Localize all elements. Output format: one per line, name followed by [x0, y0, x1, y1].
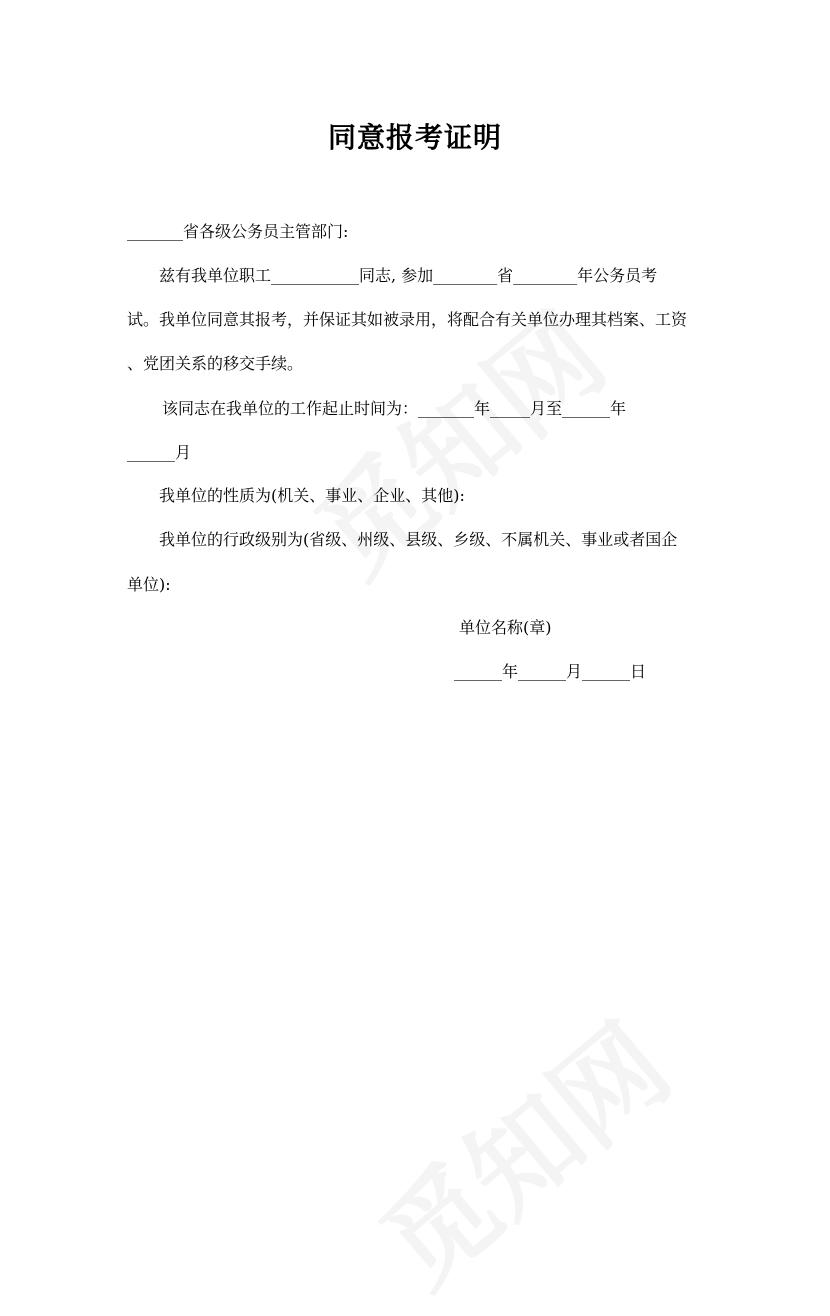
admin-level-line-1: 我单位的行政级别为(省级、州级、县级、乡级、不属机关、事业或者国企 [159, 530, 678, 549]
admin-level-line-2: 单位): [127, 575, 171, 594]
body-line-2: 试。我单位同意其报考，并保证其如被录用，将配合有关单位办理其档案、工资 [127, 310, 688, 329]
watermark-bottom [343, 982, 697, 1315]
body-line-1: 兹有我单位职工___________同志, 参加________省________年公务员考 [159, 266, 658, 285]
work-period-line-2: ______月 [127, 443, 192, 462]
document-title: 同意报考证明 [327, 121, 502, 154]
signature-date: ______年______月______日 [454, 662, 647, 681]
unit-nature-line: 我单位的性质为(机关、事业、企业、其他): [159, 486, 465, 505]
unit-name-seal: 单位名称(章) [459, 618, 552, 637]
body-line-3: 、党团关系的移交手续。 [127, 354, 304, 373]
addressee-line: _______省各级公务员主管部门: [127, 222, 349, 241]
work-period-line-1: 该同志在我单位的工作起止时间为：_______年_____月至______年 [162, 399, 627, 418]
